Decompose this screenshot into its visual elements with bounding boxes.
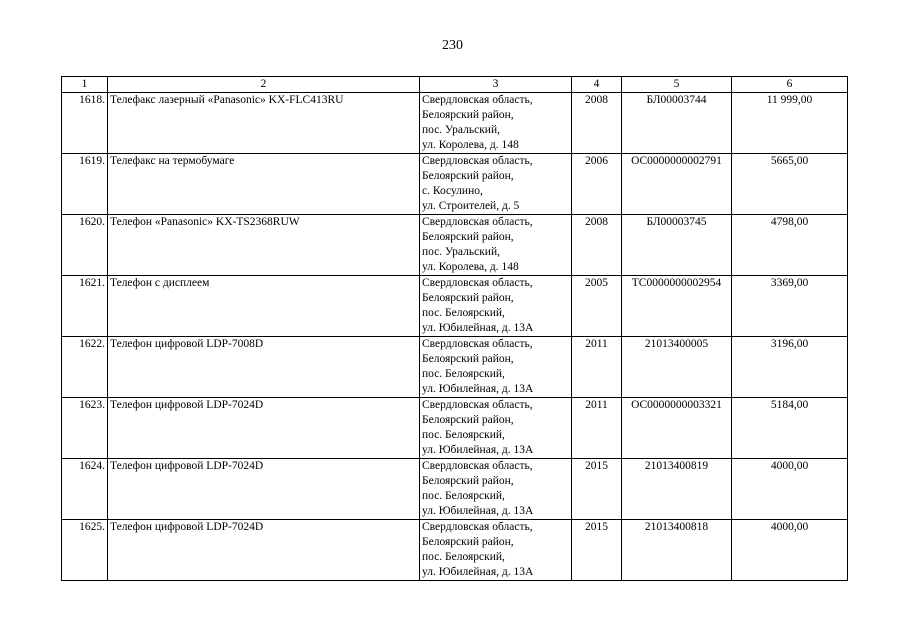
column-header: 6 [732, 77, 848, 93]
inventory-number: ТС0000000002954 [622, 276, 732, 337]
item-year: 2008 [572, 93, 622, 154]
address-line: Белоярский район, [422, 292, 514, 304]
item-cost: 5665,00 [732, 154, 848, 215]
item-name: Телефон цифровой LDP-7024D [108, 520, 420, 581]
address-line: пос. Уральский, [422, 124, 500, 136]
inventory-number: 21013400819 [622, 459, 732, 520]
address-line: Свердловская область, [422, 521, 533, 533]
item-year: 2006 [572, 154, 622, 215]
item-year: 2011 [572, 398, 622, 459]
table-row [62, 520, 848, 581]
table-row [62, 276, 848, 337]
item-year: 2015 [572, 520, 622, 581]
item-name: Телефакс лазерный «Panasonic» KX-FLC413RU [108, 93, 420, 154]
table-row [62, 215, 848, 276]
address-line: Свердловская область, [422, 460, 533, 472]
table-row [62, 154, 848, 215]
address-line: ул. Юбилейная, д. 13А [422, 322, 534, 334]
inventory-number: 21013400818 [622, 520, 732, 581]
address-line: Свердловская область, [422, 399, 533, 411]
column-header: 5 [622, 77, 732, 93]
item-name: Телефон «Panasonic» KX-TS2368RUW [108, 215, 420, 276]
item-cost: 4000,00 [732, 520, 848, 581]
inventory-number: ОС0000000003321 [622, 398, 732, 459]
table-row [62, 93, 848, 154]
item-name: Телефон цифровой LDP-7008D [108, 337, 420, 398]
table-row [62, 337, 848, 398]
row-number: 1622. [62, 337, 108, 398]
row-number: 1623. [62, 398, 108, 459]
column-header: 1 [62, 77, 108, 93]
table-row [62, 459, 848, 520]
row-number: 1620. [62, 215, 108, 276]
table-body [62, 93, 848, 581]
inventory-number: ОС0000000002791 [622, 154, 732, 215]
address-line: ул. Строителей, д. 5 [422, 200, 520, 212]
address-line: Свердловская область, [422, 216, 533, 228]
address-line: Белоярский район, [422, 414, 514, 426]
address-line: с. Косулино, [422, 185, 483, 197]
item-cost: 3369,00 [732, 276, 848, 337]
address-line: пос. Уральский, [422, 246, 500, 258]
item-address [420, 93, 572, 154]
address-line: Свердловская область, [422, 338, 533, 350]
address-line: пос. Белоярский, [422, 429, 505, 441]
address-line: пос. Белоярский, [422, 490, 505, 502]
inventory-number: БЛ00003745 [622, 215, 732, 276]
property-table [61, 76, 848, 581]
address-line: Свердловская область, [422, 155, 533, 167]
item-cost: 3196,00 [732, 337, 848, 398]
item-name: Телефон цифровой LDP-7024D [108, 398, 420, 459]
address-line: Белоярский район, [422, 170, 514, 182]
item-cost: 4000,00 [732, 459, 848, 520]
address-line: Свердловская область, [422, 277, 533, 289]
address-line: пос. Белоярский, [422, 307, 505, 319]
address-line: пос. Белоярский, [422, 551, 505, 563]
item-name: Телефон цифровой LDP-7024D [108, 459, 420, 520]
table-row [62, 398, 848, 459]
item-address [420, 276, 572, 337]
item-year: 2005 [572, 276, 622, 337]
address-line: Свердловская область, [422, 94, 533, 106]
address-line: Белоярский район, [422, 109, 514, 121]
address-line: пос. Белоярский, [422, 368, 505, 380]
address-line: Белоярский район, [422, 231, 514, 243]
item-address [420, 337, 572, 398]
item-cost: 4798,00 [732, 215, 848, 276]
item-year: 2011 [572, 337, 622, 398]
address-line: ул. Юбилейная, д. 13А [422, 444, 534, 456]
item-name: Телефакс на термобумаге [108, 154, 420, 215]
address-line: Белоярский район, [422, 536, 514, 548]
row-number: 1619. [62, 154, 108, 215]
row-number: 1625. [62, 520, 108, 581]
item-address [420, 215, 572, 276]
item-address [420, 154, 572, 215]
item-address [420, 520, 572, 581]
header-row [62, 77, 848, 93]
column-header: 2 [108, 77, 420, 93]
address-line: ул. Юбилейная, д. 13А [422, 383, 534, 395]
address-line: ул. Юбилейная, д. 13А [422, 505, 534, 517]
address-line: ул. Королева, д. 148 [422, 261, 519, 273]
address-line: Белоярский район, [422, 353, 514, 365]
page-number: 230 [442, 38, 463, 53]
row-number: 1618. [62, 93, 108, 154]
column-header: 4 [572, 77, 622, 93]
row-number: 1624. [62, 459, 108, 520]
item-cost: 5184,00 [732, 398, 848, 459]
address-line: ул. Королева, д. 148 [422, 139, 519, 151]
address-line: ул. Юбилейная, д. 13А [422, 566, 534, 578]
inventory-number: БЛ00003744 [622, 93, 732, 154]
column-header: 3 [420, 77, 572, 93]
row-number: 1621. [62, 276, 108, 337]
item-year: 2008 [572, 215, 622, 276]
item-year: 2015 [572, 459, 622, 520]
item-address [420, 398, 572, 459]
item-address [420, 459, 572, 520]
inventory-number: 21013400005 [622, 337, 732, 398]
address-line: Белоярский район, [422, 475, 514, 487]
item-cost: 11 999,00 [732, 93, 848, 154]
item-name: Телефон с дисплеем [108, 276, 420, 337]
